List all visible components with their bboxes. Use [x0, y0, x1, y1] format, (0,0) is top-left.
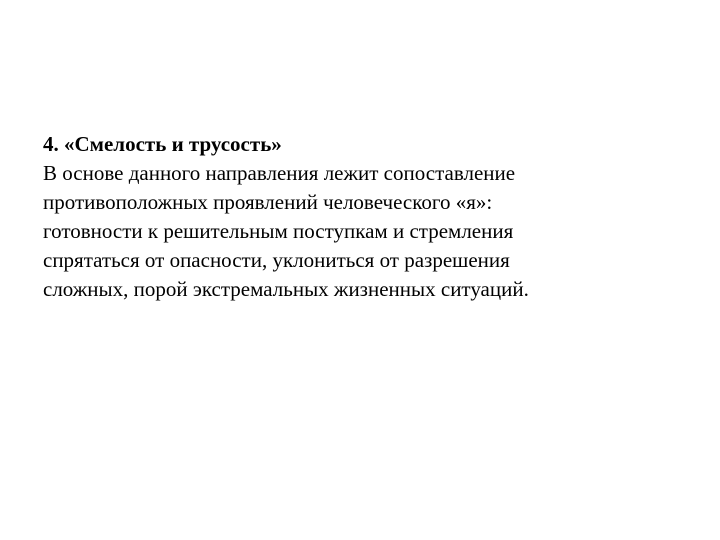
slide-heading: 4. «Смелость и трусость»: [43, 132, 282, 156]
slide-text-block: [43, 130, 693, 304]
body-line-2: противоположных проявлений человеческого «я»:: [43, 190, 493, 214]
body-line-1: В основе данного направления лежит сопоставление: [43, 161, 516, 185]
body-line-3: готовности к решительным поступкам и стремления: [43, 219, 514, 243]
body-line-4: спрятаться от опасности, уклониться от разрешения: [43, 248, 510, 272]
body-line-5: сложных, порой экстремальных жизненных ситуаций.: [43, 277, 529, 301]
